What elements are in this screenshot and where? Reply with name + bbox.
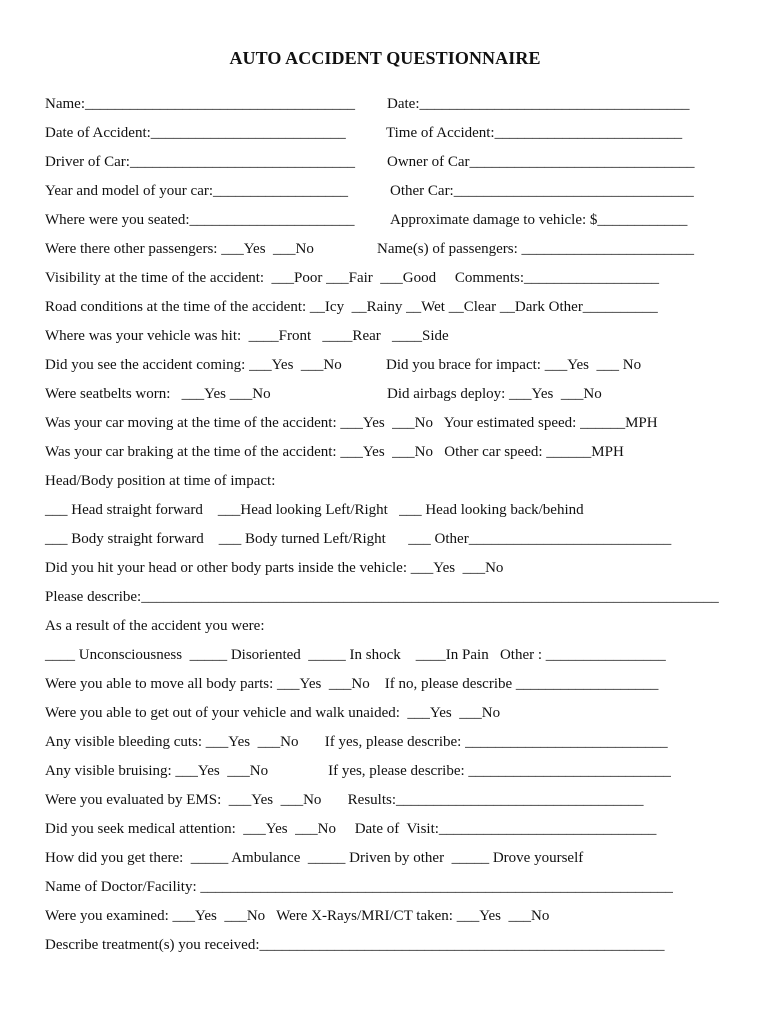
form-line [45,760,745,782]
form-line-text: Was your car moving at the time of the accident: ___Yes ___No Your estimated speed: ______MPH [45,415,658,431]
form-line-right-text: Other Car:________________________________ [390,183,694,199]
form-line-text: Where was your vehicle was hit: ____Front ____Rear ____Side [45,328,449,344]
form-line [45,528,745,550]
form-line-text: ___ Head straight forward ___Head looking Left/Right ___ Head looking back/behind [45,502,584,518]
form-line [45,180,745,202]
form-line-text: Where were you seated:______________________ [45,212,355,228]
form-line [45,499,745,521]
form-line-text: Year and model of your car:__________________ [45,183,349,199]
form-line-text: Please describe:_____________________________________________________________________________ [45,589,719,605]
form-line-right-text: Time of Accident:_________________________ [386,125,683,141]
form-title: AUTO ACCIDENT QUESTIONNAIRE [229,48,541,68]
form-line [45,731,745,753]
form-line [45,383,745,405]
form-line-text: Name:____________________________________ [45,96,355,112]
form-line-text: Was your car braking at the time of the accident: ___Yes ___No Other car speed: ______MPH [45,444,624,460]
form-line [45,209,745,231]
form-line-text: ___ Body straight forward ___ Body turned Left/Right ___ Other___________________________ [45,531,672,547]
form-line-right-text: Date:____________________________________ [387,96,690,112]
form-line [45,354,745,376]
form-line-text: Head/Body position at time of impact: [45,473,276,489]
form-line-right-text: Name(s) of passengers: _______________________ [377,241,695,257]
form-line [45,151,745,173]
form-line [45,557,745,579]
form-line [45,267,745,289]
form-line-text: Any visible bleeding cuts: ___Yes ___No If yes, please describe: ___________________________ [45,734,668,750]
form-line [45,673,745,695]
form-line-text: Did you hit your head or other body parts inside the vehicle: ___Yes ___No [45,560,504,576]
form-line-text: Did you seek medical attention: ___Yes ___No Date of Visit:_____________________________ [45,821,657,837]
form-line [45,586,745,608]
form-line-text: Driver of Car:______________________________ [45,154,355,170]
form-line-text: Date of Accident:__________________________ [45,125,346,141]
form-line [45,789,745,811]
form-line [45,934,745,956]
form-line [45,847,745,869]
form-line-text: ____ Unconsciousness _____ Disoriented _____ In shock ____In Pain Other : ________________ [45,647,666,663]
form-line [45,876,745,898]
form-line-text: Were there other passengers: ___Yes ___No [45,241,314,257]
form-line-text: Road conditions at the time of the accident: __Icy __Rainy __Wet __Clear __Dark Other__________ [45,299,658,315]
form-line [45,238,745,260]
form-line-right-text: Owner of Car______________________________ [387,154,695,170]
form-line [45,818,745,840]
form-line-text: Name of Doctor/Facility: _______________________________________________________________ [45,879,673,895]
form-line-right-text: Approximate damage to vehicle: $____________ [390,212,688,228]
form-line-right-text: Did you brace for impact: ___Yes ___ No [386,357,642,373]
form-line [45,325,745,347]
form-line [45,702,745,724]
form-line-text: Visibility at the time of the accident: ___Poor ___Fair ___Good Comments:__________________ [45,270,660,286]
form-line-text: Were seatbelts worn: ___Yes ___No [45,386,271,402]
form-line [45,441,745,463]
form-line-text: Did you see the accident coming: ___Yes ___No [45,357,342,373]
form-line [45,93,745,115]
form-line-text: Any visible bruising: ___Yes ___No If yes, please describe: ___________________________ [45,763,671,779]
form-line [45,615,745,637]
form-line [45,905,745,927]
form-line-text: How did you get there: _____ Ambulance _____ Driven by other _____ Drove yourself [45,850,584,866]
form-line [45,122,745,144]
form-line-right-text: Did airbags deploy: ___Yes ___No [387,386,602,402]
form-line [45,412,745,434]
form-line [45,470,745,492]
form-line-text: Describe treatment(s) you received:______________________________________________________ [45,937,665,953]
form-line-text: Were you able to move all body parts: ___Yes ___No If no, please describe ___________________ [45,676,659,692]
form-line-text: Were you evaluated by EMS: ___Yes ___No Results:_________________________________ [45,792,644,808]
form-line-text: Were you examined: ___Yes ___No Were X-Rays/MRI/CT taken: ___Yes ___No [45,908,550,924]
form-line [45,644,745,666]
form-line [45,296,745,318]
form-line-text: Were you able to get out of your vehicle and walk unaided: ___Yes ___No [45,705,501,721]
form-line-text: As a result of the accident you were: [45,618,265,634]
